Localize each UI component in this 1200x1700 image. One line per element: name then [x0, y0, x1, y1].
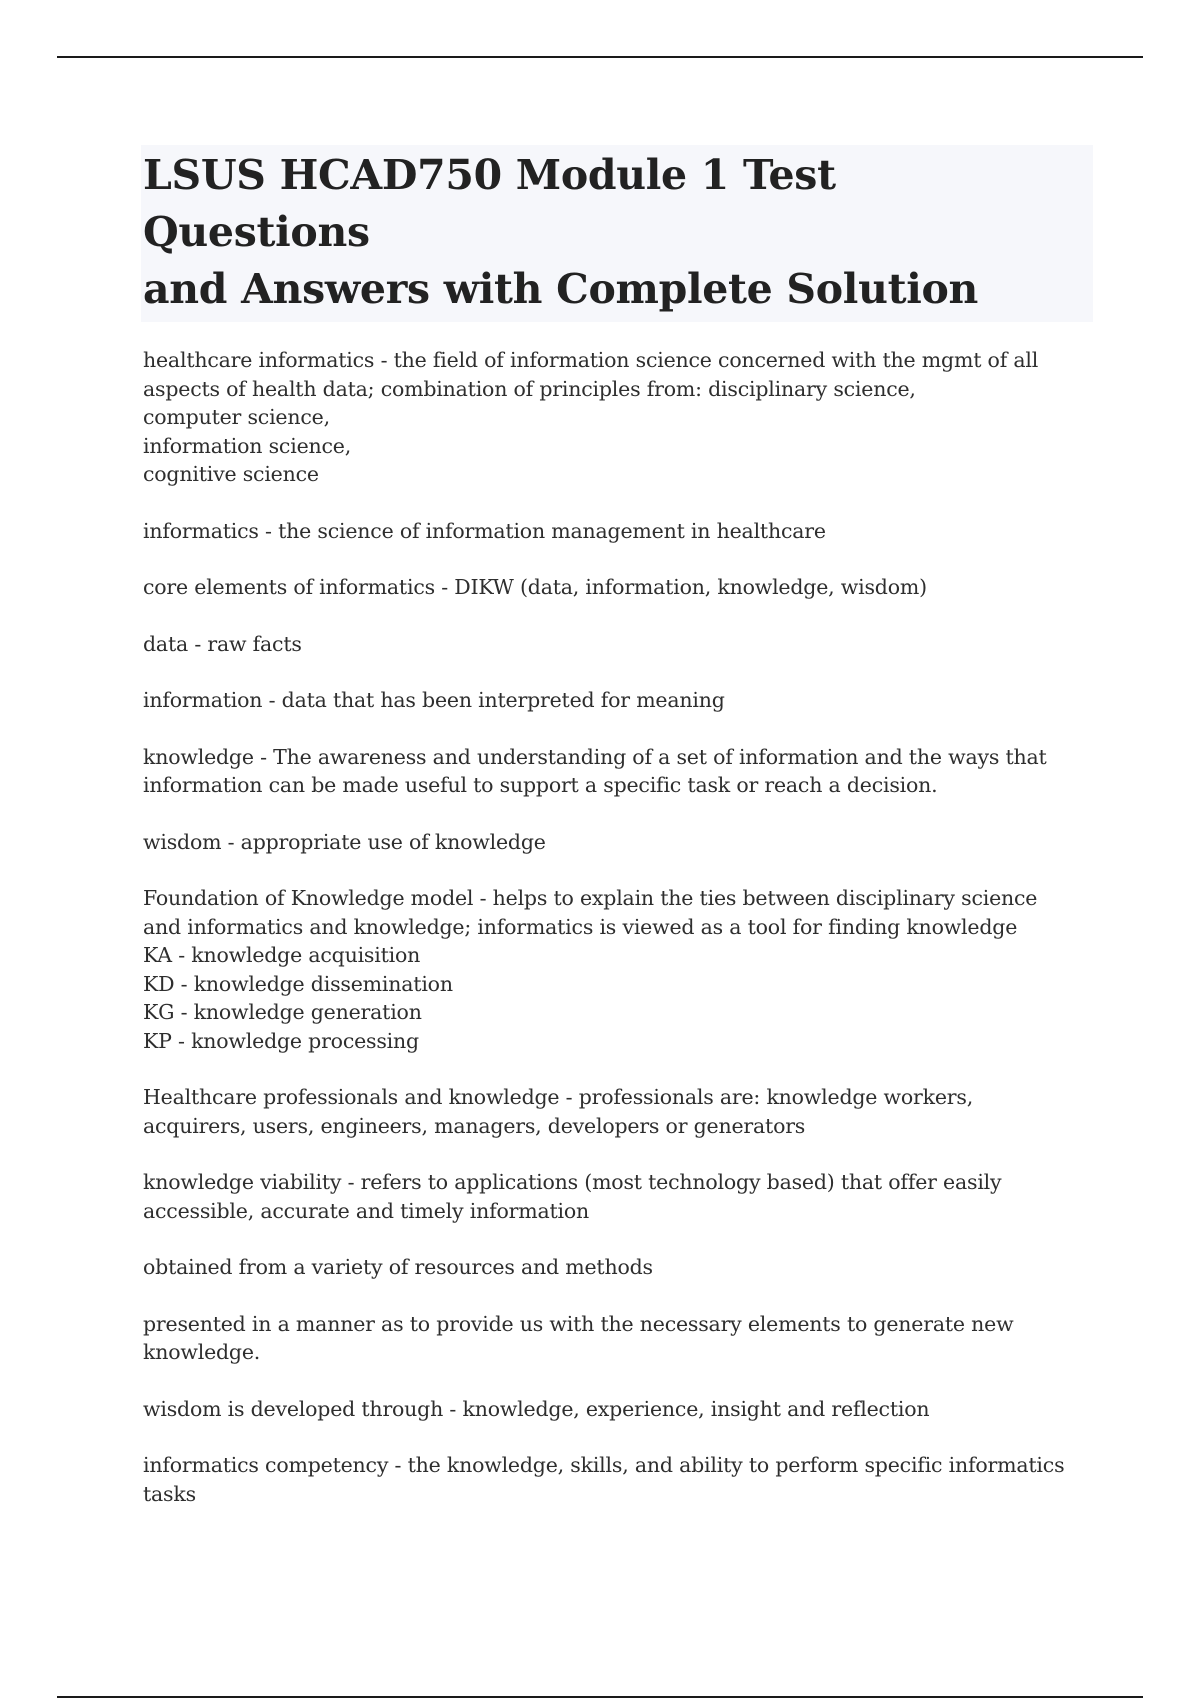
entry-line: information science,: [143, 433, 352, 458]
entry-line: informatics competency - the knowledge, skills, and ability to perform specific informatics: [143, 1453, 1065, 1477]
qa-entry: [143, 1168, 1093, 1225]
qa-entry: [143, 1253, 1093, 1282]
qa-entry: [143, 517, 1093, 546]
entry-line: obtained from a variety of resources and methods: [143, 1255, 653, 1279]
entry-line: tasks: [143, 1481, 196, 1506]
qa-entry: [143, 828, 1093, 857]
entry-line: healthcare informatics - the field of information science concerned with the mgmt of all: [143, 348, 1039, 372]
qa-entry: [143, 743, 1093, 800]
entry-line: wisdom - appropriate use of knowledge: [143, 829, 546, 854]
entry-line: knowledge viability - refers to applications (most technology based) that offer easily: [143, 1170, 1002, 1194]
qa-entry: [143, 686, 1093, 715]
entry-line: KD - knowledge dissemination: [143, 971, 453, 996]
entry-line: informatics - the science of information management in healthcare: [143, 518, 826, 543]
entry-line: KG - knowledge generation: [143, 1000, 422, 1024]
entry-line: Healthcare professionals and knowledge - professionals are: knowledge workers,: [143, 1085, 974, 1109]
entry-line: KA - knowledge acquisition: [143, 943, 421, 967]
qa-entry: [143, 1395, 1093, 1424]
document-body: [143, 145, 1093, 1536]
qa-entry: [143, 346, 1093, 489]
bottom-rule: [57, 1696, 1143, 1698]
title-block: [141, 145, 1093, 322]
entry-line: and informatics and knowledge; informatics is viewed as a tool for finding knowledge: [143, 914, 1018, 939]
entry-line: KP - knowledge processing: [143, 1028, 419, 1053]
entry-line: computer science,: [143, 405, 330, 429]
entry-list: [143, 346, 1093, 1508]
title-line: LSUS HCAD750 Module 1 Test Questions: [143, 151, 836, 256]
entry-line: information can be made useful to support a specific task or reach a decision.: [143, 773, 938, 797]
qa-entry: [143, 630, 1093, 659]
qa-entry: [143, 1310, 1093, 1367]
entry-line: data - raw facts: [143, 631, 302, 656]
qa-entry: [143, 884, 1093, 1055]
entry-line: knowledge - The awareness and understanding of a set of information and the ways that: [143, 744, 1047, 769]
entry-line: core elements of informatics - DIKW (data, information, knowledge, wisdom): [143, 575, 927, 599]
entry-line: cognitive science: [143, 462, 319, 486]
entry-line: acquirers, users, engineers, managers, developers or generators: [143, 1113, 806, 1138]
entry-line: wisdom is developed through - knowledge, experience, insight and reflection: [143, 1396, 930, 1421]
document-title: [143, 147, 1033, 318]
entry-line: Foundation of Knowledge model - helps to explain the ties between disciplinary science: [143, 886, 1038, 910]
qa-entry: [143, 573, 1093, 602]
title-line: and Answers with Complete Solution: [143, 265, 979, 313]
entry-line: accessible, accurate and timely information: [143, 1198, 590, 1223]
top-rule: [57, 56, 1143, 58]
entry-line: information - data that has been interpreted for meaning: [143, 688, 725, 712]
qa-entry: [143, 1083, 1093, 1140]
qa-entry: [143, 1451, 1093, 1508]
entry-line: presented in a manner as to provide us with the necessary elements to generate new: [143, 1311, 1014, 1336]
entry-line: knowledge.: [143, 1340, 261, 1364]
entry-line: aspects of health data; combination of principles from: disciplinary science,: [143, 376, 916, 401]
